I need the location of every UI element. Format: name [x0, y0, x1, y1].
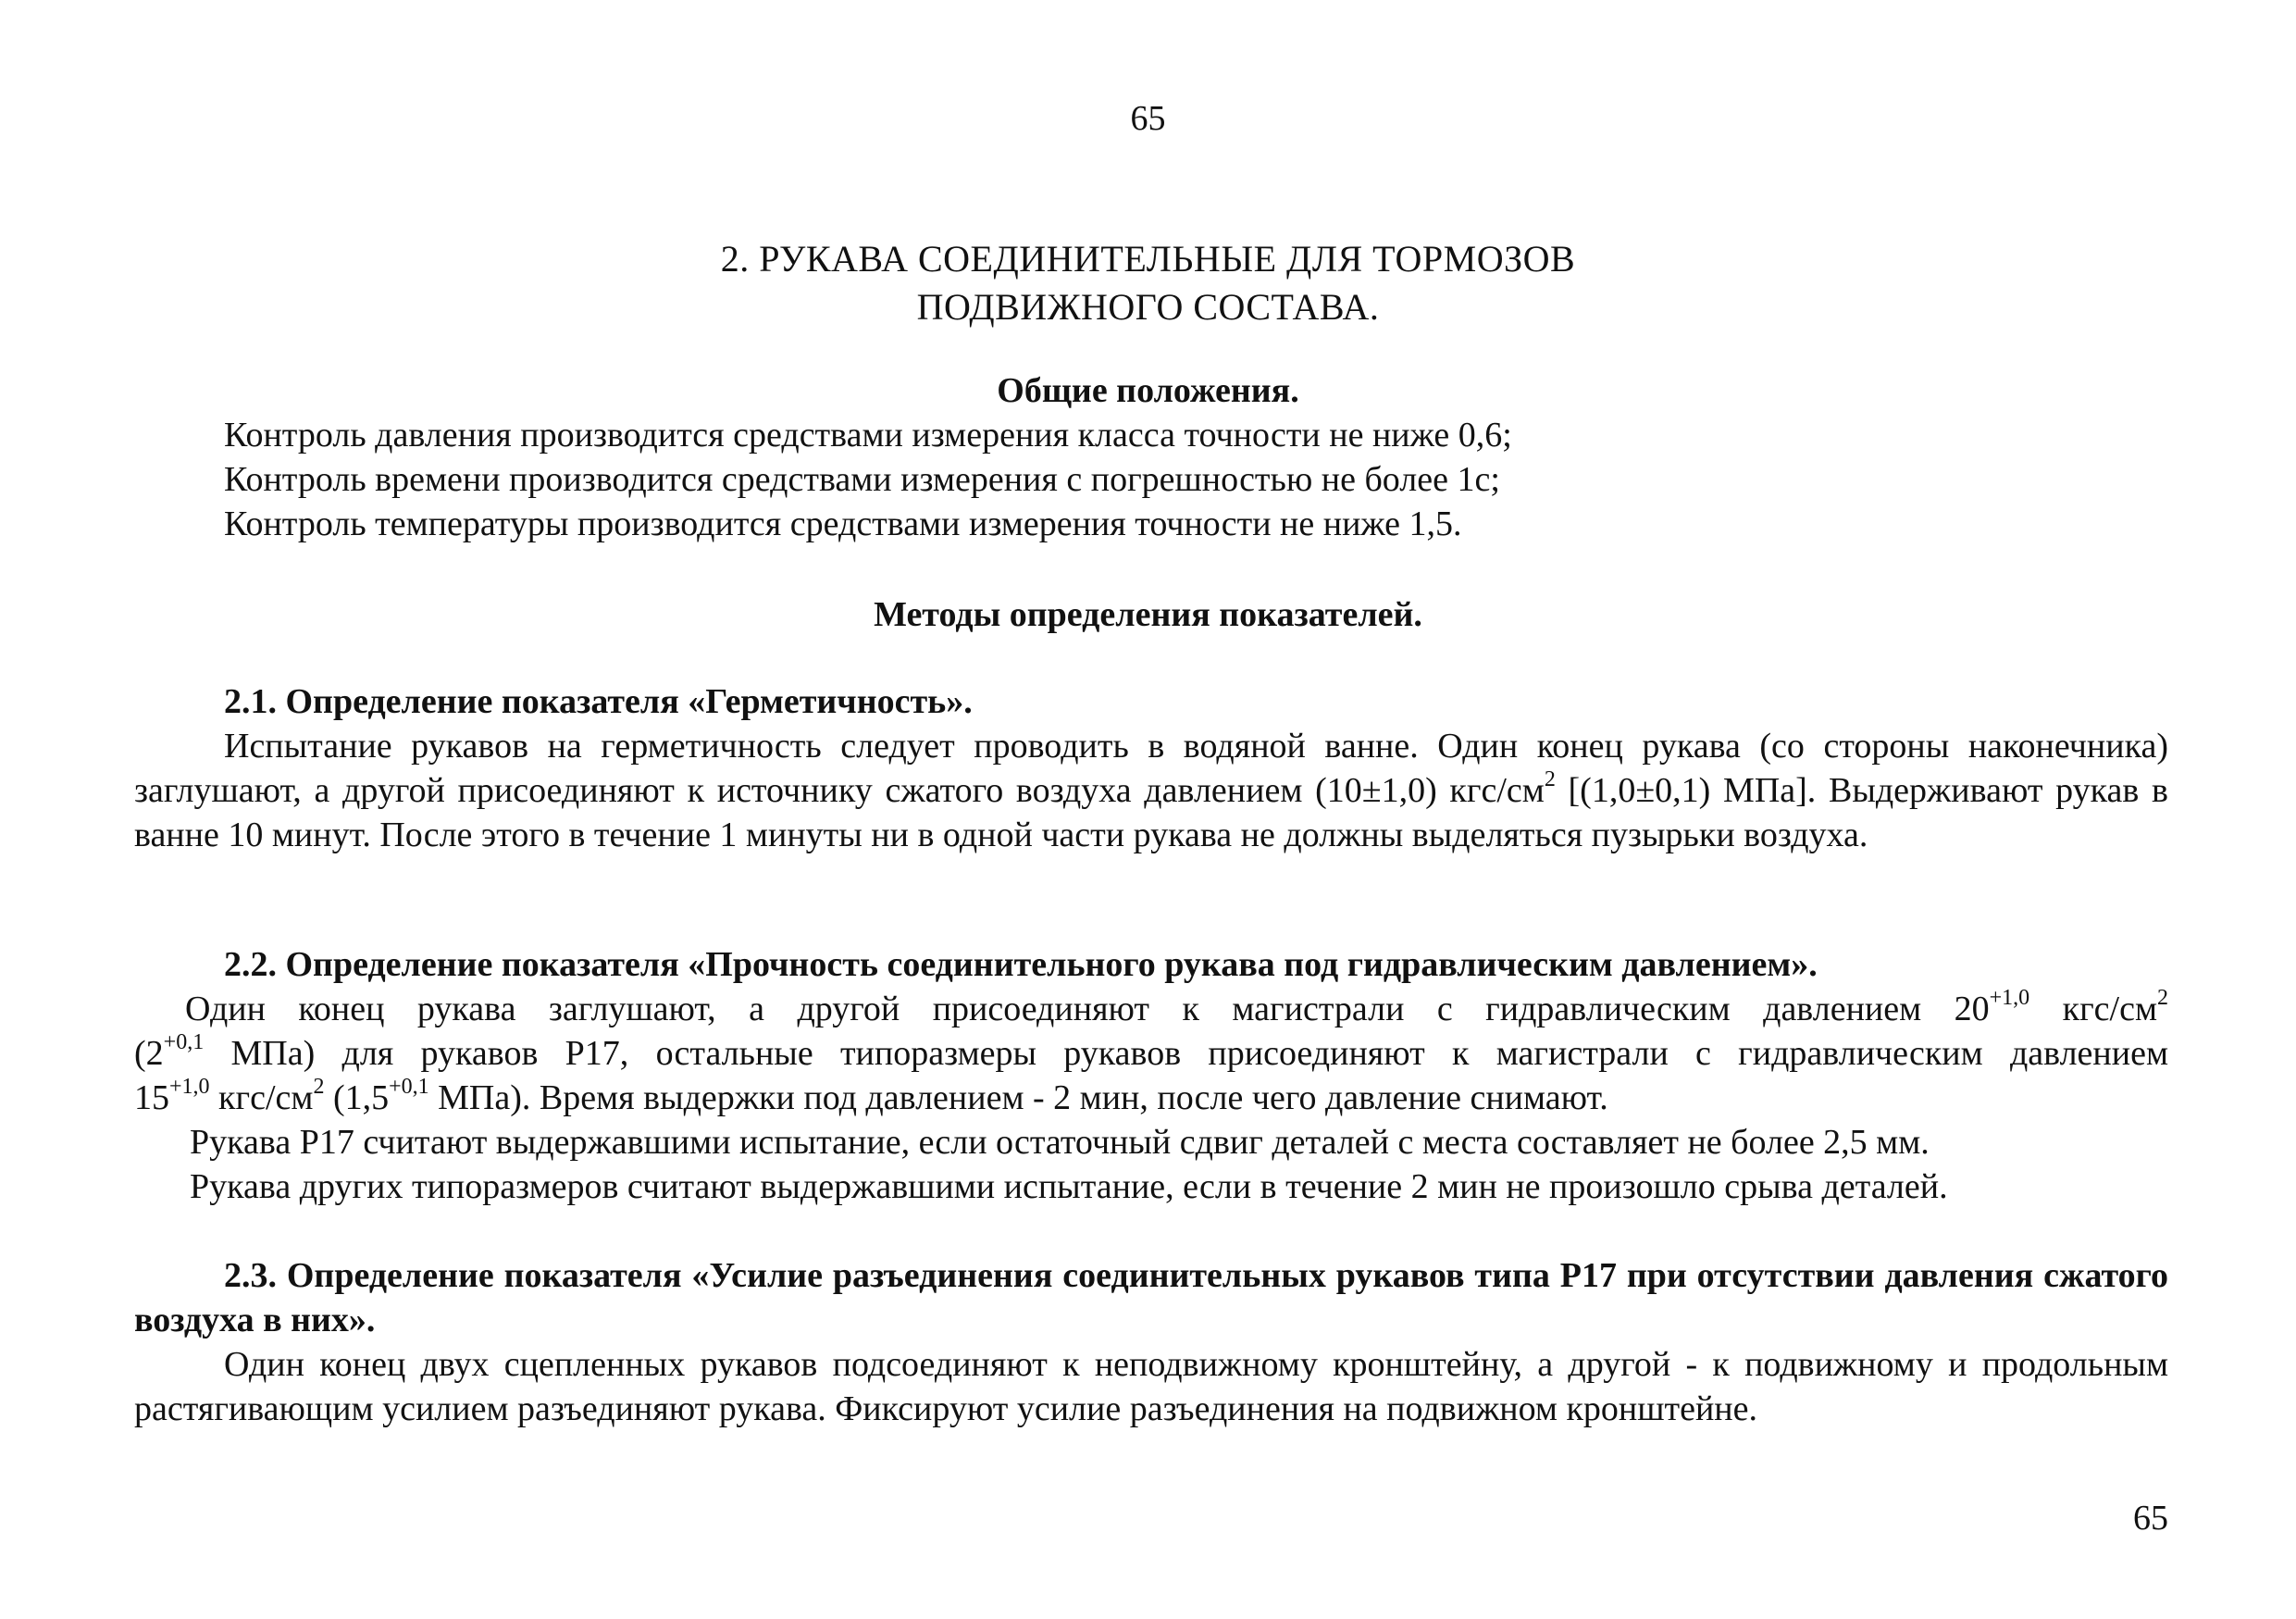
page-number-top: 65	[1130, 99, 1166, 138]
s21-text-b: [(1,0±0,1) МПа]. Выдерживают рукав в ванне 10 минут. После этого в течение 1 минуты ни в одной части рукава не должны выделяться пузырьки воздуха.	[134, 771, 2168, 854]
s22-p3: Рукава других типоразмеров считают выдержавшими испытание, если в течение 2 мин не произошло срыва деталей.	[190, 1167, 1948, 1206]
s23-paragraph: Один конец двух сцепленных рукавов подсоединяют к неподвижному кронштейну, а другой - к подвижному и продольным растягивающим усилием разъединяют рукава. Фиксируют усилие разъединения на подвижном кронштейне.	[134, 1345, 2168, 1428]
s22-p1-sup1: +1,0	[1989, 986, 2030, 1011]
s21-paragraph	[134, 724, 2168, 857]
page-number-bottom: 65	[2133, 1499, 2168, 1538]
s22-p1-h: МПа). Время выдержки под давлением - 2 мин, после чего давление снимают.	[428, 1078, 1608, 1117]
s22-p1-g: (1,5	[324, 1078, 390, 1117]
s22-p2: Рукава Р17 считают выдержавшими испытание, если остаточный сдвиг деталей с места составляет не более 2,5 мм.	[190, 1123, 1930, 1162]
s22-p1-c: (2	[134, 1034, 164, 1073]
section-title-line1: 2. РУКАВА СОЕДИНИТЕЛЬНЫЕ ДЛЯ ТОРМОЗОВ	[720, 238, 1576, 280]
s22-p1-e: 15	[134, 1078, 169, 1117]
section-title-line2: ПОДВИЖНОГО СОСТАВА.	[916, 286, 1380, 328]
s22-p1-a: Один конец рукава заглушают, а другой присоединяют к магистрали с гидравлическим давлением 20	[185, 990, 1990, 1028]
s22-line-3	[134, 1076, 1608, 1120]
general-line-2: Контроль времени производится средствами измерения с погрешностью не более 1с;	[224, 460, 1500, 499]
s22-p1-sup4: +1,0	[169, 1075, 210, 1100]
s22-p1-d: МПа) для рукавов Р17, остальные типоразмеры рукавов присоединяют к магистрали с гидравлическим давлением	[204, 1034, 2168, 1073]
general-line-1: Контроль давления производится средствами измерения класса точности не ниже 0,6;	[224, 416, 1512, 455]
s22-p1-sup3: +0,1	[163, 1030, 205, 1055]
methods-heading: Методы определения показателей.	[874, 595, 1422, 634]
s22-line-1	[185, 987, 2168, 1031]
s22-p1-sup2: 2	[2157, 986, 2169, 1011]
s22-heading: 2.2. Определение показателя «Прочность соединительного рукава под гидравлическим давлением».	[224, 945, 1818, 984]
s22-p1-sup6: +0,1	[389, 1075, 429, 1100]
s22-p1-f: кгс/см	[209, 1078, 314, 1117]
s21-sup: 2	[1544, 767, 1556, 792]
general-line-3: Контроль температуры производится средствами измерения точности не ниже 1,5.	[224, 504, 1462, 543]
s21-heading: 2.1. Определение показателя «Герметичность».	[224, 682, 973, 721]
s22-line-2	[134, 1031, 2168, 1076]
s22-p1-b: кгс/см	[2029, 990, 2158, 1028]
s23-heading: 2.3. Определение показателя «Усилие разъединения соединительных рукавов типа Р17 при отсутствии давления сжатого воздуха в них».	[134, 1256, 2168, 1339]
s22-p1-sup5: 2	[313, 1075, 325, 1100]
s21-text-a: Испытание рукавов на герметичность следует проводить в водяной ванне. Один конец рукава (со стороны наконечника) заглушают, а другой присоединяют к источнику сжатого воздуха давлением (10±1,0) кгс/см	[134, 727, 2168, 810]
general-heading: Общие положения.	[997, 371, 1299, 410]
